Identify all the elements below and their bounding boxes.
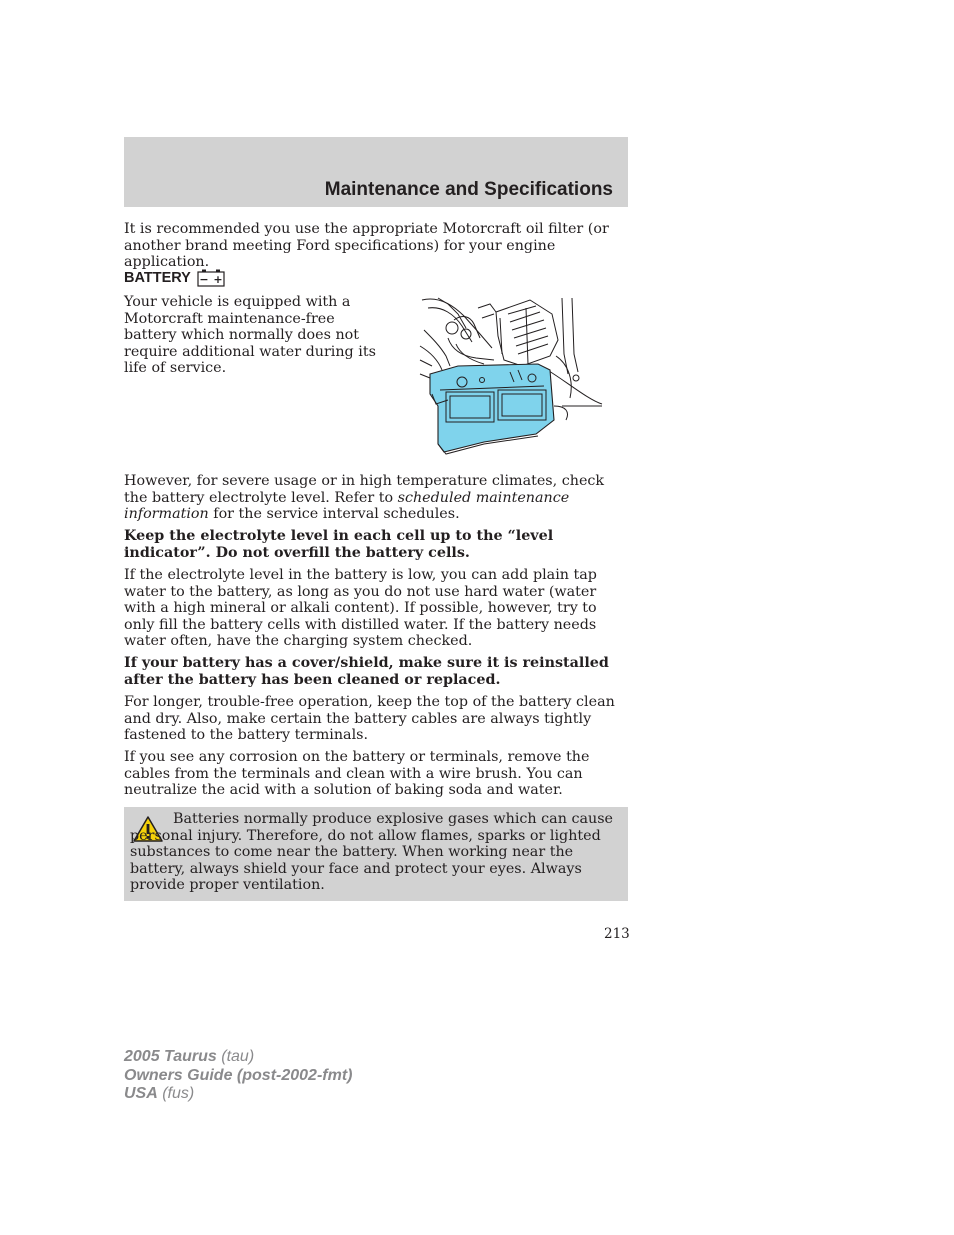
page-number: 213 [604,926,630,942]
battery-para-4: For longer, trouble-free operation, keep the top of the battery clean and dry. Also, make certain the battery cables are always tightly fastened to the battery terminals. [124,694,615,743]
battery-heading [124,269,225,287]
battery-bold-note-1: Keep the electrolyte level in each cell up to the “level indicator”. Do not overfill the battery cells. [124,528,554,561]
battery-para-2 [124,473,628,523]
scheduled-maintenance-link[interactable]: scheduled maintenance information [124,489,570,522]
battery-heading-label: BATTERY [124,270,191,286]
footer-line-1 [124,1048,352,1067]
warning-text: Batteries normally produce explosive gases which can cause personal injury. Therefore, do not allow flames, sparks or lighted substances to come near the battery. When working near the battery, always shield your face and protect your eyes. Always provide proper ventilation. [130,811,613,893]
battery-para-1: Your vehicle is equipped with a Motorcraft maintenance-free battery which normally does not require additional water during its life of service. [124,294,376,376]
battery-icon-minus: − [199,273,209,286]
battery-bold-note-2: If your battery has a cover/shield, make sure it is reinstalled after the battery has been cleaned or replaced. [124,655,609,688]
battery-para-2-text-b: for the service interval schedules. [208,506,460,522]
footer-line-3 [124,1085,352,1104]
footer-market: USA [124,1085,158,1102]
engine-battery-illustration [418,294,604,458]
battery-para-3: If the electrolyte level in the battery is low, you can add plain tap water to the battery, as long as you do not use hard water (water with a high mineral or alkali content). If possible, however, try to only fill the battery cells with distilled water. If the battery needs water often, have the charging system checked. [124,567,597,649]
footer-guide: Owners Guide (post-2002-fmt) [124,1066,353,1084]
section-header [124,137,628,207]
battery-icon [197,269,225,287]
battery-shield [430,364,554,452]
warning-indent [130,822,173,823]
battery-para-5: If you see any corrosion on the battery or terminals, remove the cables from the terminals and clean with a wire brush. You can neutralize the acid with a solution of baking soda and water. [124,749,590,798]
battery-icon-plus: + [213,273,223,286]
intro-paragraph: It is recommended you use the appropriate Motorcraft oil filter (or another brand meeting Ford specifications) for your engine application. [124,221,609,270]
footer-line-2 [124,1067,352,1086]
section-title: Maintenance and Specifications [324,179,613,200]
warning-text-block [130,811,620,894]
battery-para-2-text-a: However, for severe usage or in high temperature climates, check the battery electrolyte level. Refer to [124,473,605,506]
footer-model-code: (tau) [216,1048,255,1065]
footer [124,1048,352,1104]
footer-model: 2005 Taurus [124,1048,217,1065]
warning-box [124,807,628,901]
footer-market-code: (fus) [157,1085,195,1102]
